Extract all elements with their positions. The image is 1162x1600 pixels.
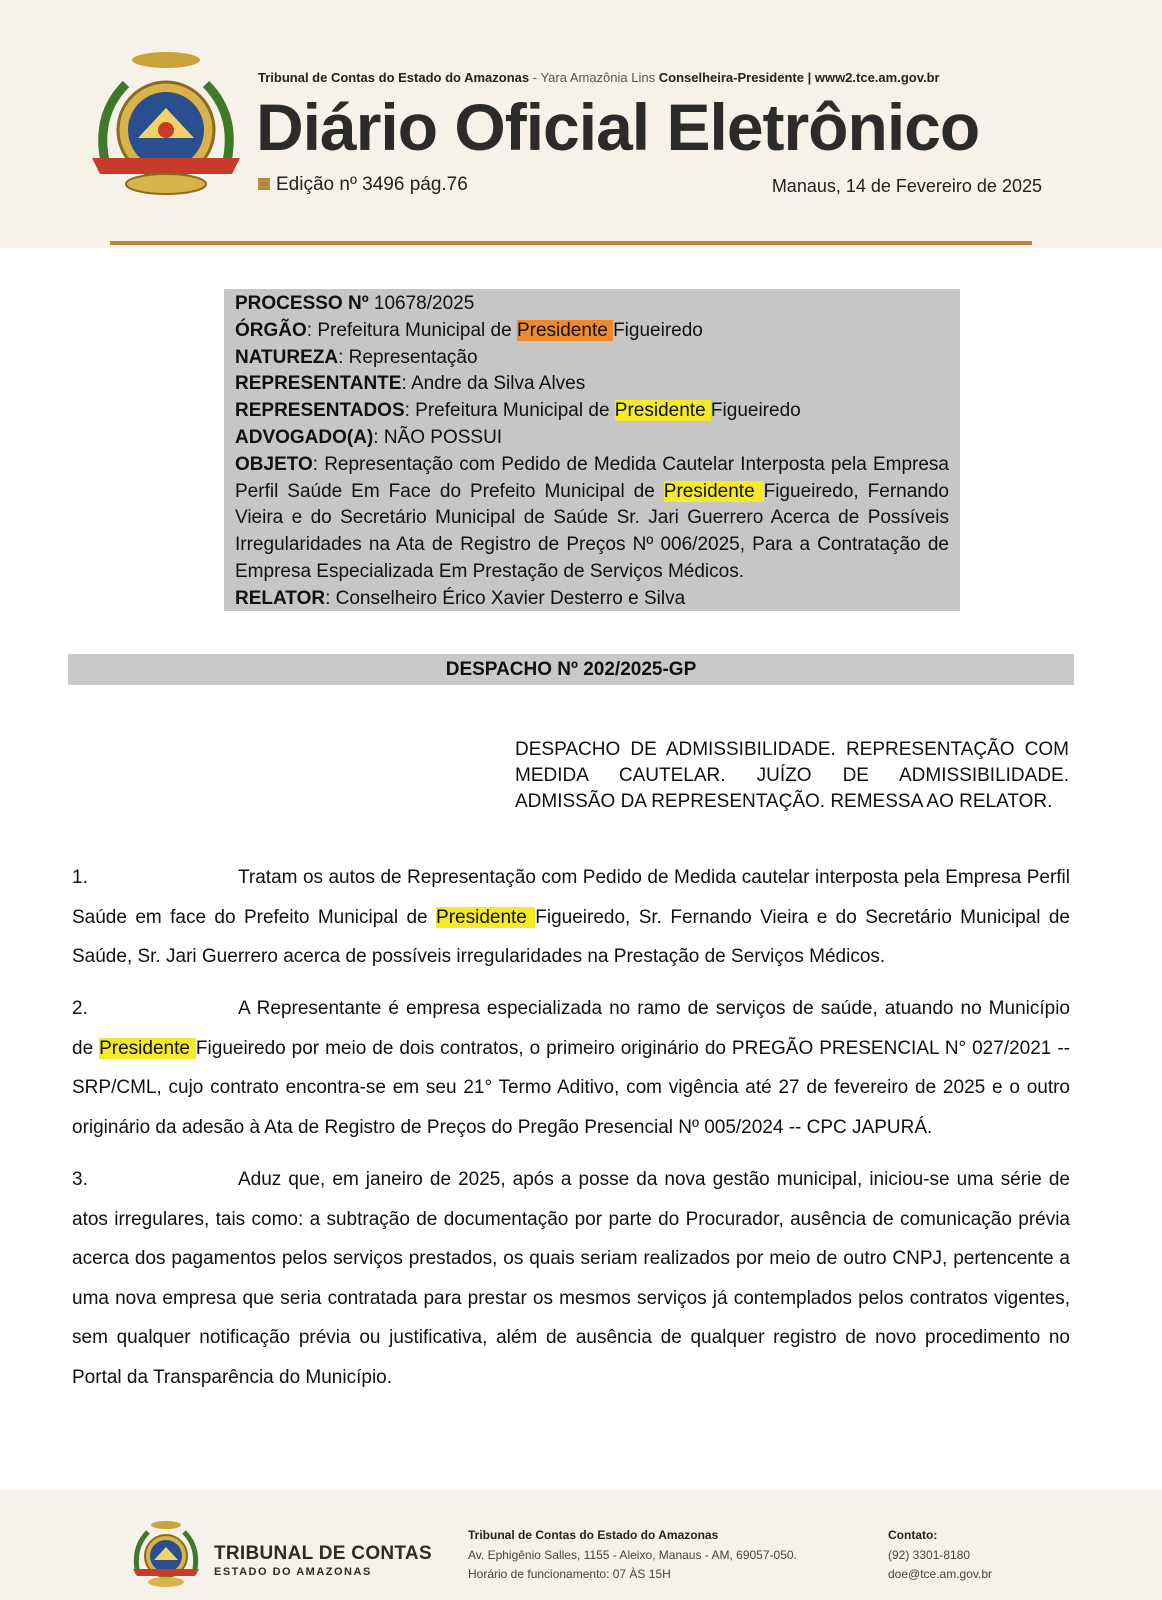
footer-brand-title: TRIBUNAL DE CONTAS [214, 1543, 432, 1564]
processo-value: 10678/2025 [368, 293, 475, 314]
orgao-label: ÓRGÃO [235, 319, 307, 341]
paragraph-text-end: Figueiredo por meio de dois contratos, o primeiro originário do PREGÃO PRESENCIAL N° 027/2021 -- SRP/CML, cujo contrato encontra-se em seu 21° Termo Aditivo, com vigência até 27 de fevereiro de 2025 e o outro originário da adesão à Ata de Registro de Preços do Pregão Presencial Nº 005/2024 -- CPC JAPURÁ. [72, 1037, 1070, 1138]
footer-seal-logo [130, 1518, 202, 1590]
relator-value: : Conselheiro Érico Xavier Desterro e Silva [325, 587, 686, 609]
representante-value: : Andre da Silva Alves [401, 373, 586, 395]
paragraph-text: Tratam os autos de Representação com Pedido de Medida cautelar interposta pela Empresa Perfil Saúde em face do Prefeito Municipal de [72, 867, 1070, 928]
tce-seal-logo [86, 46, 246, 202]
footer-address [468, 1526, 797, 1585]
objeto-label: OBJETO [235, 453, 313, 475]
paragraph-number: 2. [72, 998, 88, 1019]
footer-contact [888, 1526, 992, 1585]
footer-hours: Horário de funcionamento: 07 ÀS 15H [468, 1567, 671, 1581]
representante-label: REPRESENTANTE [235, 373, 402, 395]
president-title: Conselheira-Presidente [658, 70, 804, 85]
paragraph-1 [72, 858, 1070, 977]
representados-line [235, 398, 949, 425]
objeto-line [235, 452, 949, 586]
objeto-text: : Representação com Pedido de Medida Cautelar Interposta pela Empresa Perfil Saúde Em Face do Prefeito Municipal de [235, 453, 949, 502]
footer-phone: (92) 3301-8180 [888, 1547, 971, 1562]
representados-label: REPRESENTADOS [235, 400, 405, 422]
advogado-line [235, 425, 949, 452]
publication-date: Manaus, 14 de Fevereiro de 2025 [771, 176, 1042, 196]
footer-address-line: Av. Ephigênio Salles, 1155 - Aleixo, Manaus - AM, 69057-050. [468, 1547, 797, 1562]
footer-brand-subtitle: ESTADO DO AMAZONAS [214, 1566, 372, 1578]
paragraph-number: 3. [72, 1169, 88, 1190]
natureza-line [235, 345, 949, 372]
paragraph-text-end: Figueiredo, Sr. Fernando Vieira e do Secretário Municipal de Saúde, Sr. Jari Guerrero acerca de possíveis irregularidades na Prestação de Serviços Médicos. [72, 906, 1070, 967]
footer-email-link[interactable]: doe@tce.am.gov.br [888, 1567, 993, 1581]
natureza-label: NATUREZA [235, 346, 339, 368]
advogado-label: ADVOGADO(A) [235, 426, 374, 448]
header-divider [110, 241, 1032, 245]
header-top-line [258, 70, 1058, 85]
representados-text-end: Figueiredo [710, 400, 801, 422]
edition-info [258, 174, 468, 196]
process-info-box [224, 289, 960, 611]
despacho-title: DESPACHO Nº 202/2025-GP [68, 654, 1074, 685]
site-url: www2.tce.am.gov.br [814, 70, 940, 85]
paragraph-highlight: Presidente [99, 1037, 196, 1059]
footer-address-title: Tribunal de Contas do Estado do Amazonas [468, 1528, 719, 1542]
edition-text: Edição nº 3496 pág.76 [276, 174, 468, 195]
advogado-value: : NÃO POSSUI [373, 426, 503, 448]
relator-label: RELATOR [235, 587, 326, 609]
objeto-text-end: Figueiredo, Fernando Vieira e do Secretário Municipal de Saúde Sr. Jari Guerrero Acerca de Possíveis Irregularidades na Ata de Registro de Preços Nº 006/2025, Para a Contratação de Empresa Especializada Em Prestação de Serviços Médicos. [235, 480, 949, 582]
paragraph-2 [72, 989, 1070, 1147]
processo-line [235, 291, 949, 318]
relator-line [235, 586, 949, 613]
org-name: Tribunal de Contas do Estado do Amazonas [258, 70, 530, 85]
processo-label: PROCESSO Nº [235, 293, 369, 314]
president-name: Yara Amazônia Lins [540, 70, 656, 85]
orgao-highlight: Presidente [516, 319, 614, 341]
orgao-text: : Prefeitura Municipal de [306, 319, 517, 341]
separator: - [529, 70, 541, 85]
objeto-highlight: Presidente [663, 480, 764, 502]
paragraph-highlight: Presidente [436, 906, 536, 928]
paragraph-number: 1. [72, 867, 88, 888]
representados-text: : Prefeitura Municipal de [404, 400, 615, 422]
page-title: Diário Oficial Eletrônico [256, 90, 980, 164]
edition-square-icon [258, 178, 270, 190]
natureza-value: : Representação [338, 346, 478, 368]
orgao-text-end: Figueiredo [613, 319, 703, 341]
ementa-summary: DESPACHO DE ADMISSIBILIDADE. REPRESENTAÇÃO COM MEDIDA CAUTELAR. JUÍZO DE ADMISSIBILIDADE. ADMISSÃO DA REPRESENTAÇÃO. REMESSA AO RELATOR. [515, 739, 1069, 812]
paragraph-text: A Representante é empresa especializada no ramo de serviços de saúde, atuando no Município de [72, 998, 1070, 1059]
representante-line [235, 371, 949, 398]
orgao-line [235, 318, 949, 345]
footer-contact-title: Contato: [888, 1528, 938, 1542]
paragraph-3 [72, 1160, 1070, 1397]
paragraph-text: Aduz que, em janeiro de 2025, após a posse da nova gestão municipal, iniciou-se uma série de atos irregulares, tais como: a subtração de documentação por parte do Procurador, ausência de comunicação prévia acerca dos pagamentos pelos serviços prestados, os quais seriam realizados por meio de outro CNPJ, pertencente a uma nova empresa que seria contratada para prestar os mesmos serviços já contemplados pelos contratos vigentes, sem qualquer notificação prévia ou justificativa, além de ausência de qualquer registro de novo procedimento no Portal da Transparência do Município. [72, 1169, 1070, 1388]
representados-highlight: Presidente [614, 400, 711, 422]
pipe-separator: | [807, 70, 812, 85]
